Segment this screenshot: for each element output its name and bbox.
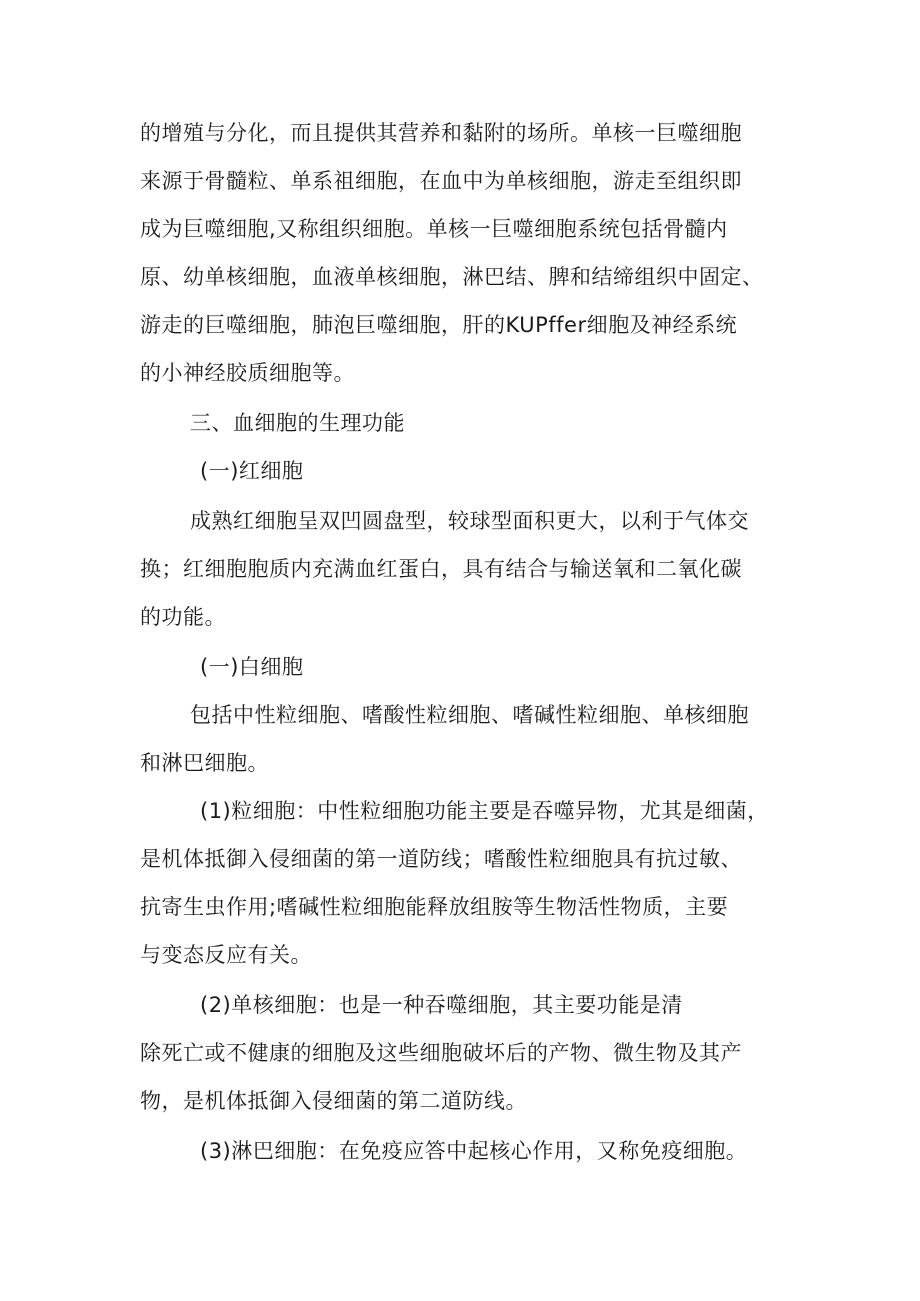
subheading-white-cells: (一)白细胞 [200,655,304,679]
text-line-22: (3)淋巴细胞：在免疫应答中起核心作用，又称免疫细胞。 [200,1139,748,1163]
text-line-11: 的功能。 [140,605,226,629]
text-line-14: 和淋巴细胞。 [140,751,269,775]
text-line-20: 除死亡或不健康的细胞及这些细胞破坏后的产物、微生物及其产 [140,1041,742,1065]
text-line-9: 成熟红细胞呈双凹圆盘型，较球型面积更大，以利于气体交 [190,509,749,533]
text-line-19: (2)单核细胞：也是一种吞噬细胞，其主要功能是清 [200,993,683,1017]
text-line-15: (1)粒细胞：中性粒细胞功能主要是吞噬异物，尤其是细菌， [200,799,769,823]
text-line-18: 与变态反应有关。 [140,943,312,967]
text-line-2: 来源于骨髓粒、单系祖细胞，在血中为单核细胞，游走至组织即 [140,169,742,193]
text-line-21: 物，是机体抵御入侵细菌的第二道防线。 [140,1089,527,1113]
text-line-5: 游走的巨噬细胞，肺泡巨噬细胞，肝的KUPffer细胞及神经系统 [140,313,738,337]
section-heading: 三、血细胞的生理功能 [190,411,405,435]
text-line-10: 换；红细胞胞质内充满血红蛋白，具有结合与输送氧和二氧化碳 [140,557,742,581]
text-line-6: 的小神经胶质细胞等。 [140,361,355,385]
subheading-red-cells: (一)红细胞 [200,459,304,483]
text-line-1: 的增殖与分化，而且提供其营养和黏附的场所。单核一巨噬细胞 [140,121,742,145]
text-line-4: 原、幼单核细胞，血液单核细胞，淋巴结、脾和结缔组织中固定、 [140,265,764,289]
text-line-17: 抗寄生虫作用;嗜碱性粒细胞能释放组胺等生物活性物质，主要 [140,895,729,919]
text-line-13: 包括中性粒细胞、嗜酸性粒细胞、嗜碱性粒细胞、单核细胞 [190,703,749,727]
text-line-16: 是机体抵御入侵细菌的第一道防线；嗜酸性粒细胞具有抗过敏、 [140,847,742,871]
text-line-3: 成为巨噬细胞,又称组织细胞。单核一巨噬细胞系统包括骨髓内 [140,217,728,241]
